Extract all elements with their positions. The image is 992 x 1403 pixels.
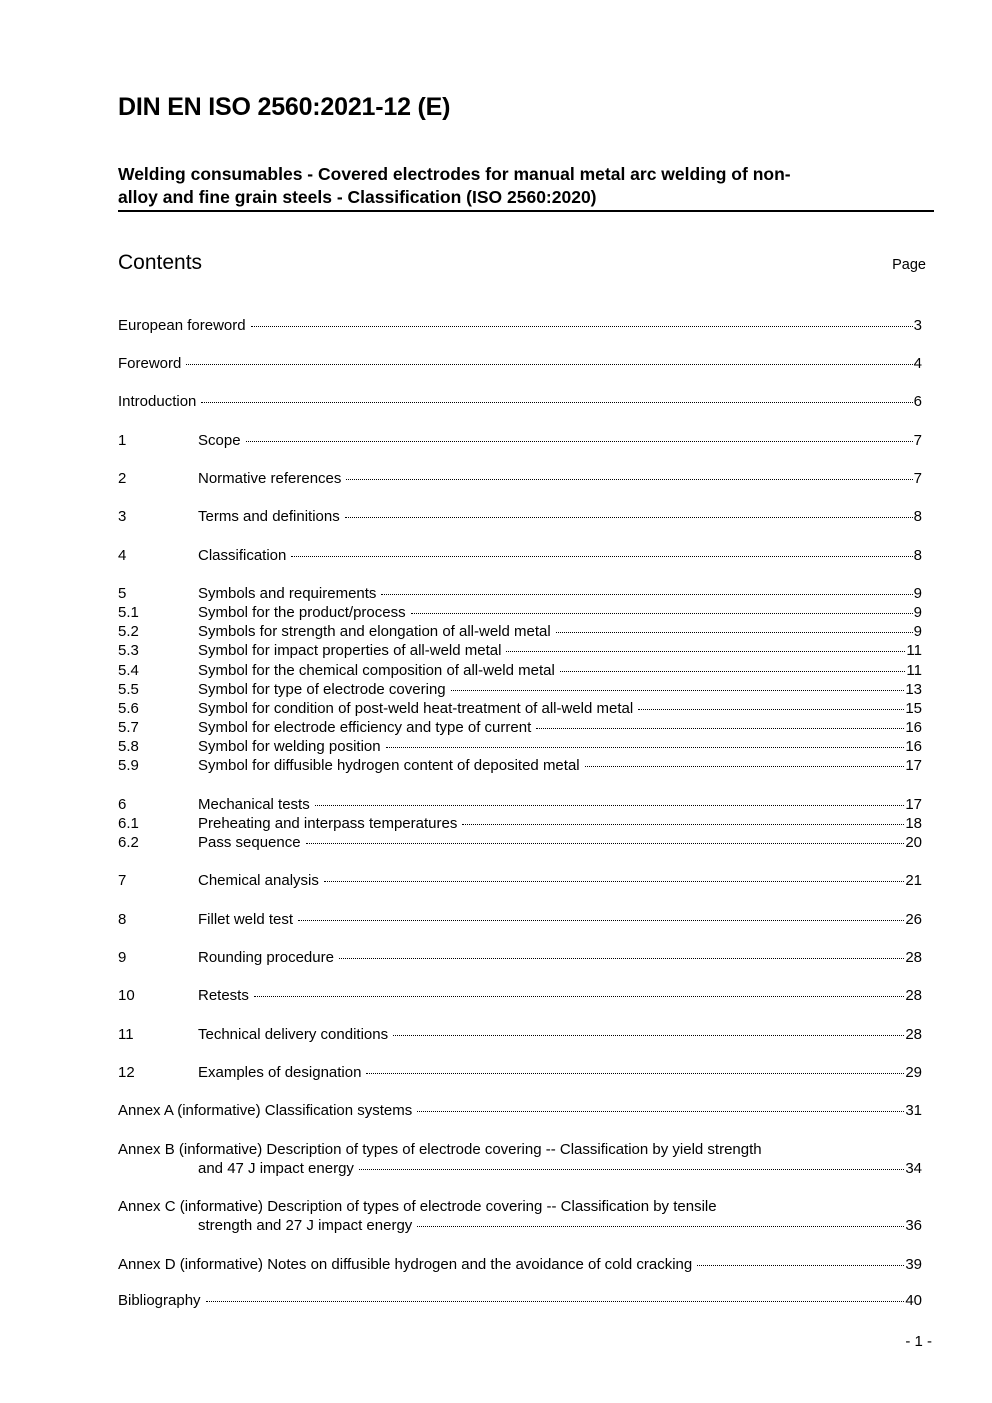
toc-entry-page: 20 <box>905 834 922 851</box>
toc-leader-dots <box>339 958 904 959</box>
toc-entry-number: 2 <box>118 470 127 487</box>
toc-entry-number: 8 <box>118 911 127 928</box>
document-id: DIN EN ISO 2560:2021-12 (E) <box>118 93 451 121</box>
toc-leader-dots <box>345 517 913 518</box>
toc-leader-dots <box>386 747 905 748</box>
toc-entry-title: Terms and definitions <box>198 508 340 525</box>
toc-leader-dots <box>462 824 904 825</box>
toc-entry-number: 3 <box>118 508 127 525</box>
toc-entry-number: 6.1 <box>118 815 139 832</box>
toc-entry[interactable] <box>118 699 922 718</box>
contents-heading: Contents <box>118 251 203 274</box>
toc-entry[interactable] <box>118 1255 922 1274</box>
toc-leader-dots <box>451 690 905 691</box>
toc-entry-continuation: strength and 27 J impact energy <box>198 1217 413 1234</box>
toc-leader-dots <box>536 728 904 729</box>
toc-leader-dots <box>291 556 912 557</box>
toc-entry-page: 21 <box>905 872 922 889</box>
toc-entry[interactable] <box>118 833 922 852</box>
toc-entry-page: 15 <box>905 700 922 717</box>
toc-entry[interactable] <box>118 1291 922 1310</box>
toc-entry-page: 11 <box>906 642 922 659</box>
toc-leader-dots <box>417 1226 904 1227</box>
toc-entry[interactable] <box>118 948 922 967</box>
toc-entry-page: 9 <box>913 623 922 640</box>
toc-entry[interactable] <box>118 910 922 929</box>
toc-leader-dots <box>246 441 913 442</box>
toc-entry-title: Retests <box>198 987 249 1004</box>
toc-entry-number: 5 <box>118 585 127 602</box>
toc-entry[interactable] <box>118 622 922 641</box>
toc-entry-title: Symbol for welding position <box>198 738 381 755</box>
subtitle-line: alloy and fine grain steels - Classification (ISO 2560:2020) <box>118 187 597 207</box>
toc-entry-number: 1 <box>118 432 127 449</box>
subtitle-rule <box>118 210 934 212</box>
toc-entry[interactable] <box>198 1216 922 1235</box>
toc-entry-title: Bibliography <box>118 1292 201 1309</box>
toc-entry-page: 26 <box>905 911 922 928</box>
toc-entry-number: 7 <box>118 872 127 889</box>
toc-entry-page: 16 <box>905 738 922 755</box>
toc-leader-dots <box>306 843 905 844</box>
toc-entry[interactable] <box>118 814 922 833</box>
toc-entry-number: 5.3 <box>118 642 139 659</box>
toc-entry-title: Introduction <box>118 393 197 410</box>
toc-entry-number: 5.2 <box>118 623 139 640</box>
toc-entry-title: European foreword <box>118 317 246 334</box>
toc-entry-page: 28 <box>905 987 922 1004</box>
toc-leader-dots <box>254 996 904 997</box>
toc-entry-number: 5.5 <box>118 681 139 698</box>
toc-entry-page: 16 <box>905 719 922 736</box>
toc-entry-number: 5.7 <box>118 719 139 736</box>
toc-leader-dots <box>381 594 912 595</box>
toc-entry[interactable] <box>118 1101 922 1120</box>
toc-entry-page: 9 <box>913 585 922 602</box>
toc-entry-title: Scope <box>198 432 241 449</box>
toc-entry-page: 13 <box>905 681 922 698</box>
toc-leader-dots <box>324 881 904 882</box>
toc-entry-page: 28 <box>905 1026 922 1043</box>
document-subtitle <box>118 163 918 209</box>
toc-leader-dots <box>411 613 913 614</box>
toc-entry-title: Foreword <box>118 355 182 372</box>
toc-leader-dots <box>585 766 905 767</box>
toc-entry-page: 7 <box>913 432 922 449</box>
toc-leader-dots <box>346 479 912 480</box>
toc-entry-number: 4 <box>118 547 127 564</box>
toc-entry-title: Chemical analysis <box>198 872 319 889</box>
toc-entry-title: Examples of designation <box>198 1064 362 1081</box>
toc-entry-number: 6 <box>118 796 127 813</box>
toc-entry-title: Normative references <box>198 470 342 487</box>
toc-entry-number: 10 <box>118 987 135 1004</box>
toc-leader-dots <box>556 632 913 633</box>
toc-entry-title: Technical delivery conditions <box>198 1026 389 1043</box>
toc-entry-page: 9 <box>913 604 922 621</box>
toc-entry[interactable] <box>118 795 922 814</box>
toc-entry-title: Annex A (informative) Classification systems <box>118 1102 413 1119</box>
toc-entry[interactable] <box>118 1063 922 1082</box>
toc-entry[interactable] <box>118 641 922 660</box>
toc-entry[interactable] <box>118 316 922 335</box>
toc-entry-title[interactable]: Annex B (informative) Description of types of electrode covering -- Classification by yield strength <box>118 1141 762 1158</box>
toc-entry-page: 3 <box>913 317 922 334</box>
toc-entry-title: Symbol for condition of post-weld heat-treatment of all-weld metal <box>198 700 634 717</box>
toc-leader-dots <box>206 1301 905 1302</box>
toc-entry-number: 5.4 <box>118 662 139 679</box>
toc-entry-title: Annex D (informative) Notes on diffusible hydrogen and the avoidance of cold cracking <box>118 1256 693 1273</box>
toc-entry[interactable] <box>118 584 922 603</box>
toc-leader-dots <box>560 671 906 672</box>
toc-entry-page: 8 <box>913 547 922 564</box>
toc-leader-dots <box>359 1169 904 1170</box>
toc-leader-dots <box>298 920 904 921</box>
toc-entry-number: 5.1 <box>118 604 139 621</box>
toc-entry-page: 28 <box>905 949 922 966</box>
toc-leader-dots <box>393 1035 904 1036</box>
toc-entry-page: 18 <box>905 815 922 832</box>
toc-entry-title: Symbol for type of electrode covering <box>198 681 446 698</box>
toc-entry[interactable] <box>118 680 922 699</box>
toc-entry-title: Symbol for the chemical composition of all-weld metal <box>198 662 555 679</box>
toc-entry-page: 4 <box>913 355 922 372</box>
toc-entry-page: 8 <box>913 508 922 525</box>
toc-entry-page: 11 <box>906 662 922 679</box>
toc-entry-title: Symbol for diffusible hydrogen content of deposited metal <box>198 757 580 774</box>
toc-entry-number: 12 <box>118 1064 135 1081</box>
toc-entry[interactable] <box>118 871 922 890</box>
toc-entry-title: Classification <box>198 547 287 564</box>
toc-entry[interactable] <box>118 756 922 775</box>
toc-entry-page: 17 <box>905 757 922 774</box>
toc-entry-page: 40 <box>905 1292 922 1309</box>
toc-leader-dots <box>251 326 913 327</box>
page-number: - 1 - <box>905 1333 932 1350</box>
toc-leader-dots <box>315 805 905 806</box>
toc-leader-dots <box>638 709 904 710</box>
toc-entry-number: 6.2 <box>118 834 139 851</box>
toc-entry-title: Symbol for impact properties of all-weld metal <box>198 642 502 659</box>
toc-entry[interactable] <box>118 737 922 756</box>
toc-entry-title: Symbols for strength and elongation of all-weld metal <box>198 623 551 640</box>
toc-entry[interactable] <box>118 507 922 526</box>
toc-entry-number: 5.9 <box>118 757 139 774</box>
toc-entry-page: 17 <box>905 796 922 813</box>
toc-entry-number: 5.6 <box>118 700 139 717</box>
toc-entry-page: 34 <box>905 1160 922 1177</box>
toc-entry-title: Rounding procedure <box>198 949 334 966</box>
subtitle-line: Welding consumables - Covered electrodes for manual metal arc welding of non- <box>118 164 791 184</box>
toc-entry-continuation: and 47 J impact energy <box>198 1160 354 1177</box>
toc-entry-title: Pass sequence <box>198 834 301 851</box>
toc-entry[interactable] <box>118 603 922 622</box>
toc-entry-page: 6 <box>913 393 922 410</box>
toc-entry-page: 29 <box>905 1064 922 1081</box>
toc-entry[interactable] <box>118 354 922 373</box>
page-column-heading: Page <box>892 257 926 273</box>
toc-leader-dots <box>506 651 905 652</box>
toc-entry[interactable] <box>198 1159 922 1178</box>
toc-entry-title: Fillet weld test <box>198 911 294 928</box>
toc-leader-dots <box>201 402 912 403</box>
toc-entry-page: 39 <box>905 1256 922 1273</box>
toc-entry[interactable] <box>118 546 922 565</box>
toc-entry[interactable] <box>118 431 922 450</box>
toc-entry-page: 36 <box>905 1217 922 1234</box>
toc-entry-title: Symbols and requirements <box>198 585 377 602</box>
toc-entry[interactable] <box>118 392 922 411</box>
toc-entry[interactable] <box>118 1025 922 1044</box>
toc-entry-title: Symbol for electrode efficiency and type of current <box>198 719 532 736</box>
toc-entry-number: 9 <box>118 949 127 966</box>
toc-entry-number: 11 <box>118 1026 134 1043</box>
toc-entry[interactable] <box>118 661 922 680</box>
toc-leader-dots <box>697 1265 904 1266</box>
toc-entry-title[interactable]: Annex C (informative) Description of types of electrode covering -- Classification by tensile <box>118 1198 717 1215</box>
toc-entry[interactable] <box>118 986 922 1005</box>
toc-leader-dots <box>366 1073 904 1074</box>
toc-entry[interactable] <box>118 718 922 737</box>
toc-entry-title: Preheating and interpass temperatures <box>198 815 458 832</box>
toc-leader-dots <box>417 1111 904 1112</box>
toc-entry[interactable] <box>118 469 922 488</box>
toc-entry-number: 5.8 <box>118 738 139 755</box>
toc-entry-title: Symbol for the product/process <box>198 604 406 621</box>
toc-entry-page: 7 <box>913 470 922 487</box>
toc-leader-dots <box>186 364 912 365</box>
toc-entry-page: 31 <box>905 1102 922 1119</box>
toc-entry-title: Mechanical tests <box>198 796 310 813</box>
